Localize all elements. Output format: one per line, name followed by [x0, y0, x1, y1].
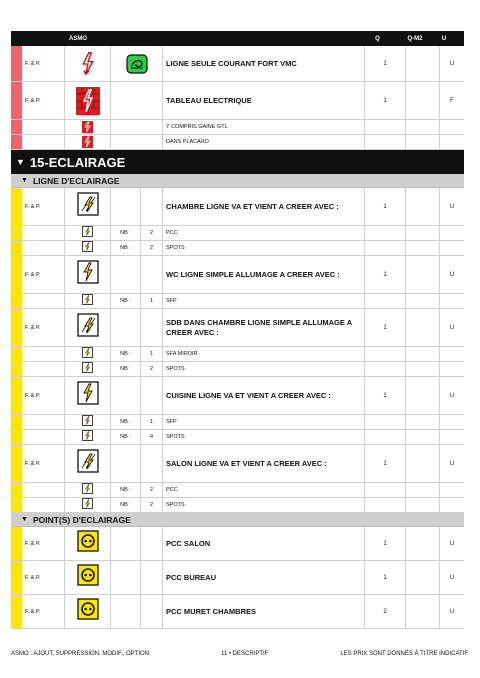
nb-label: NB :	[111, 415, 141, 429]
nb-count	[141, 309, 163, 346]
qm2-cell	[406, 82, 440, 119]
qm2-cell	[406, 561, 440, 594]
socket-icon	[77, 598, 99, 625]
row-color-bar	[11, 527, 22, 560]
asmo-cell	[22, 241, 65, 255]
subsection-header[interactable]	[11, 174, 464, 188]
row-color-bar	[11, 188, 22, 225]
page-footer	[11, 651, 468, 657]
nb-count	[141, 445, 163, 482]
asmo-cell	[22, 226, 65, 240]
quantity-cell	[365, 226, 406, 240]
asmo-cell: F. & P.	[22, 188, 65, 225]
table-header	[11, 31, 464, 46]
qm2-cell	[406, 527, 440, 560]
row-color-bar	[11, 82, 22, 119]
collapse-triangle-icon[interactable]: ▼	[16, 157, 25, 167]
quantity-cell: 2	[365, 595, 406, 628]
row-description: SFA MIROIR	[163, 347, 365, 361]
nb-label: NB :	[111, 241, 141, 255]
qm2-cell	[406, 430, 440, 444]
quantity-cell: 1	[365, 377, 406, 414]
asmo-cell	[22, 498, 65, 512]
nb-count	[141, 595, 163, 628]
row-color-bar	[11, 309, 22, 346]
row-description: PCC BUREAU	[163, 561, 365, 594]
table-row	[11, 415, 464, 430]
footer-left: ASMO : AJOUT, SUPPRESSION, MODIF., OPTION	[11, 651, 150, 657]
table-row	[11, 362, 464, 377]
asmo-cell	[22, 430, 65, 444]
asmo-cell: F. & P.	[22, 82, 65, 119]
nb-count: 2	[141, 498, 163, 512]
table-row	[11, 430, 464, 445]
qm2-cell	[406, 241, 440, 255]
row-color-bar	[11, 135, 22, 149]
row-description: PCC MURET CHAMBRES	[163, 595, 365, 628]
nb-count	[141, 377, 163, 414]
unit-cell	[440, 415, 464, 429]
table-row	[11, 377, 464, 415]
quantity-cell	[365, 241, 406, 255]
unit-cell	[440, 241, 464, 255]
row-description: SPOTS	[163, 430, 365, 444]
unit-cell: U	[449, 60, 455, 67]
row-description: TABLEAU ELECTRIQUE	[163, 82, 365, 119]
row-color-bar	[11, 561, 22, 594]
socket-icon	[77, 564, 99, 591]
nb-count: 2	[141, 226, 163, 240]
qm2-cell	[406, 226, 440, 240]
quantity-cell	[365, 430, 406, 444]
quantity-cell: 1	[365, 445, 406, 482]
table-row	[11, 188, 464, 226]
unit-cell: U	[449, 324, 455, 331]
nb-label: NB :	[111, 226, 141, 240]
qm2-cell	[406, 377, 440, 414]
quantity-cell: 1	[365, 527, 406, 560]
nb-count	[141, 527, 163, 560]
row-color-bar	[11, 445, 22, 482]
vmc-icon	[111, 46, 163, 81]
row-color-bar	[11, 362, 22, 376]
quantity-cell	[365, 498, 406, 512]
nb-count: 1	[141, 347, 163, 361]
row-color-bar	[11, 241, 22, 255]
qm2-cell	[406, 415, 440, 429]
section-header[interactable]	[11, 150, 464, 174]
switch-icon	[77, 192, 99, 221]
qm2-cell	[406, 294, 440, 308]
row-color-bar	[11, 294, 22, 308]
nb-label	[111, 256, 141, 293]
switch-icon	[77, 381, 99, 410]
table-row	[11, 82, 464, 120]
table-row	[11, 483, 464, 498]
row-description: SFP	[163, 294, 365, 308]
row-color-bar	[11, 347, 22, 361]
nb-label	[111, 309, 141, 346]
row-color-bar	[11, 483, 22, 497]
small-switch-icon	[82, 292, 93, 310]
row-description: Y COMPRIS GAINE GTL	[163, 120, 365, 134]
unit-cell	[440, 347, 464, 361]
row-description: SPOTS	[163, 241, 365, 255]
quote-table	[11, 31, 464, 629]
nb-label	[111, 188, 141, 225]
asmo-cell: F. & P.	[22, 445, 65, 482]
nb-label	[111, 377, 141, 414]
row-color-bar	[11, 226, 22, 240]
row-description: PCC SALON	[163, 527, 365, 560]
table-row	[11, 294, 464, 309]
row-color-bar	[11, 377, 22, 414]
subsection-header[interactable]	[11, 513, 464, 527]
asmo-cell: F. & P.	[22, 46, 65, 81]
unit-cell: U	[449, 271, 455, 278]
unit-cell: U	[449, 460, 455, 467]
quantity-cell	[365, 294, 406, 308]
header-q: Q	[375, 35, 380, 42]
row-description: CHAMBRE LIGNE VA ET VIENT A CREER AVEC :	[163, 188, 365, 225]
subsection-title: LIGNE D'ECLAIRAGE	[32, 175, 120, 186]
qm2-cell	[406, 498, 440, 512]
row-color-bar	[11, 256, 22, 293]
qm2-cell	[406, 483, 440, 497]
row-description: SALON LIGNE VA ET VIENT A CREER AVEC :	[163, 445, 365, 482]
row-color-bar	[11, 595, 22, 628]
asmo-cell	[22, 362, 65, 376]
switch-icon	[77, 449, 99, 478]
nb-count: 1	[141, 294, 163, 308]
row-color-bar	[11, 415, 22, 429]
quantity-cell: 1	[365, 82, 406, 119]
lightning-icon	[65, 46, 111, 81]
quantity-cell	[365, 362, 406, 376]
row-description: SFP	[163, 415, 365, 429]
quantity-cell	[365, 483, 406, 497]
header-u: U	[441, 35, 447, 42]
nb-label	[111, 595, 141, 628]
table-row	[11, 135, 464, 150]
unit-cell	[440, 294, 464, 308]
qm2-cell	[406, 362, 440, 376]
asmo-cell	[22, 415, 65, 429]
asmo-cell	[22, 483, 65, 497]
nb-count: 2	[141, 362, 163, 376]
table-row	[11, 46, 464, 82]
row-color-bar	[11, 46, 22, 81]
row-description: WC LIGNE SIMPLE ALLUMAGE A CREER AVEC :	[163, 256, 365, 293]
quantity-cell	[365, 415, 406, 429]
row-description: SPOTS	[163, 362, 365, 376]
nb-label	[111, 527, 141, 560]
table-row	[11, 226, 464, 241]
row-description: SDB DANS CHAMBRE LIGNE SIMPLE ALLUMAGE A CREER AVEC :	[163, 309, 365, 346]
small-panel-icon	[65, 120, 111, 134]
nb-label: NB :	[111, 483, 141, 497]
table-row	[11, 595, 464, 629]
quantity-cell: 1	[365, 561, 406, 594]
nb-count: 1	[141, 415, 163, 429]
asmo-cell	[22, 294, 65, 308]
switch-icon	[77, 260, 99, 289]
table-row	[11, 256, 464, 294]
quantity-cell: 1	[365, 188, 406, 225]
unit-cell	[440, 226, 464, 240]
footer-center: 11 • DESCRIPTIF	[221, 651, 269, 657]
collapse-triangle-icon[interactable]: ▼	[21, 177, 28, 184]
table-row	[11, 561, 464, 595]
header-asmo: ASMO	[69, 35, 87, 42]
small-switch-icon	[82, 496, 93, 514]
asmo-cell: F. & P.	[22, 561, 65, 594]
unit-cell: U	[449, 540, 455, 547]
unit-cell	[440, 483, 464, 497]
table-row	[11, 498, 464, 513]
quantity-cell: 1	[365, 309, 406, 346]
table-row	[11, 241, 464, 256]
qm2-cell	[406, 309, 440, 346]
subsection-title: POINT(S) D'ECLAIRAGE	[32, 514, 131, 525]
unit-cell: F	[450, 97, 454, 104]
row-description: DANS PLACARD	[163, 135, 365, 149]
row-description: LIGNE SEULE COURANT FORT VMC	[163, 46, 365, 81]
asmo-cell: F. & P.	[22, 527, 65, 560]
quantity-cell: 1	[365, 46, 406, 81]
nb-count: 2	[141, 241, 163, 255]
row-description: CUISINE LIGNE VA ET VIENT A CREER AVEC :	[163, 377, 365, 414]
nb-label: NB :	[111, 362, 141, 376]
small-switch-icon	[82, 428, 93, 446]
nb-count: 2	[141, 483, 163, 497]
table-row	[11, 347, 464, 362]
qm2-cell	[406, 46, 440, 81]
row-description: SPOTS	[163, 498, 365, 512]
asmo-cell: F. & P.	[22, 256, 65, 293]
quantity-cell	[365, 347, 406, 361]
nb-count	[141, 256, 163, 293]
row-color-bar	[11, 430, 22, 444]
table-row	[11, 527, 464, 561]
nb-count: 4	[141, 430, 163, 444]
nb-label: NB :	[111, 430, 141, 444]
qm2-cell	[406, 188, 440, 225]
nb-label: NB :	[111, 294, 141, 308]
unit-cell	[440, 362, 464, 376]
asmo-cell: F. & P.	[22, 595, 65, 628]
row-color-bar	[11, 498, 22, 512]
asmo-cell	[22, 347, 65, 361]
asmo-cell: F. & P.	[22, 377, 65, 414]
qm2-cell	[406, 445, 440, 482]
electrical-panel-icon	[65, 82, 111, 119]
asmo-cell: F. & P.	[22, 309, 65, 346]
nb-count	[141, 188, 163, 225]
table-row	[11, 445, 464, 483]
table-row	[11, 309, 464, 347]
unit-cell	[440, 498, 464, 512]
socket-icon	[77, 530, 99, 557]
row-description: PCC	[163, 483, 365, 497]
section-title: 15-ECLAIRAGE	[29, 154, 126, 170]
unit-cell: U	[449, 574, 455, 581]
row-description: PCC	[163, 226, 365, 240]
nb-label: NB :	[111, 498, 141, 512]
header-qm2: Q-M2	[407, 35, 423, 42]
unit-cell: U	[449, 203, 455, 210]
nb-count	[141, 561, 163, 594]
nb-label	[111, 561, 141, 594]
unit-cell	[440, 430, 464, 444]
qm2-cell	[406, 256, 440, 293]
nb-label	[111, 445, 141, 482]
switch-icon	[77, 313, 99, 342]
quantity-cell: 1	[365, 256, 406, 293]
unit-cell: U	[449, 392, 455, 399]
table-row	[11, 120, 464, 135]
small-switch-icon	[82, 239, 93, 257]
row-color-bar	[11, 120, 22, 134]
small-switch-icon	[82, 360, 93, 378]
unit-cell: U	[449, 608, 455, 615]
collapse-triangle-icon[interactable]: ▼	[21, 516, 28, 523]
small-panel-icon	[65, 135, 111, 149]
qm2-cell	[406, 595, 440, 628]
footer-right: LES PRIX SONT DONNÉS À TITRE INDICATIF	[340, 651, 468, 657]
qm2-cell	[406, 347, 440, 361]
nb-label: NB :	[111, 347, 141, 361]
